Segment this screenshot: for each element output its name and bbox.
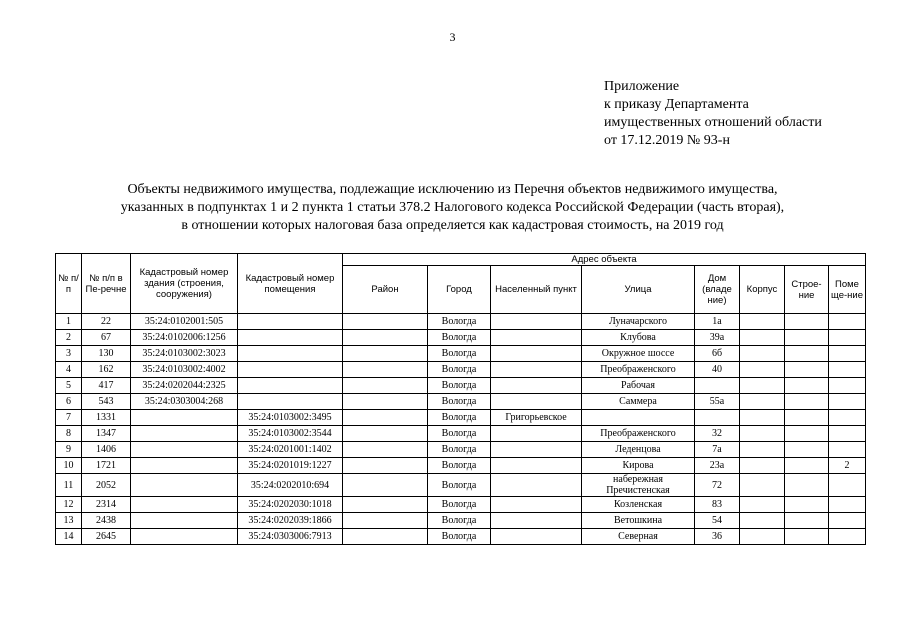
- cell-premises: [829, 410, 866, 426]
- cell-district: [343, 394, 428, 410]
- cell-cadastral-premises: 35:24:0303006:7913: [238, 529, 343, 545]
- appendix-line: Приложение: [604, 79, 680, 94]
- page-number: 3: [449, 30, 456, 44]
- cell-cadastral-building: [131, 529, 238, 545]
- cell-district: [343, 346, 428, 362]
- cell-korpus: [740, 346, 785, 362]
- cell-cadastral-premises: [238, 314, 343, 330]
- cell-premises: 2: [829, 458, 866, 474]
- cell-cadastral-premises: 35:24:0202010:694: [238, 474, 343, 497]
- cell-cadastral-building: 35:24:0103002:4002: [131, 362, 238, 378]
- cell-premises: [829, 426, 866, 442]
- appendix-block: [604, 78, 822, 150]
- cell-cadastral-premises: 35:24:0202030:1018: [238, 497, 343, 513]
- cell-row-number: 11: [56, 474, 82, 497]
- cell-row-number: 1: [56, 314, 82, 330]
- cell-premises: [829, 497, 866, 513]
- cell-korpus: [740, 410, 785, 426]
- table-row: [56, 442, 866, 458]
- cell-row-number: 6: [56, 394, 82, 410]
- cell-house: 6б: [695, 346, 740, 362]
- cell-list-number: 2438: [82, 513, 131, 529]
- header-address-group: Адрес объекта: [343, 254, 866, 266]
- cell-list-number: 1721: [82, 458, 131, 474]
- table-row: [56, 474, 866, 497]
- cell-building: [785, 330, 829, 346]
- cell-building: [785, 362, 829, 378]
- cell-street: Козленская: [582, 497, 695, 513]
- cell-house: 7а: [695, 442, 740, 458]
- cell-city: Вологда: [428, 458, 491, 474]
- cell-city: Вологда: [428, 362, 491, 378]
- cell-korpus: [740, 330, 785, 346]
- cell-korpus: [740, 362, 785, 378]
- table-row: [56, 394, 866, 410]
- header-building: Строе-ние: [785, 266, 829, 314]
- cell-building: [785, 442, 829, 458]
- cell-row-number: 4: [56, 362, 82, 378]
- header-list-num: № п/п в Пе-речне: [82, 254, 131, 314]
- cell-building: [785, 346, 829, 362]
- cell-building: [785, 378, 829, 394]
- cell-building: [785, 513, 829, 529]
- cell-locality: [491, 362, 582, 378]
- objects-table: [55, 253, 866, 545]
- cell-house: 55а: [695, 394, 740, 410]
- header-district: Район: [343, 266, 428, 314]
- cell-building: [785, 474, 829, 497]
- cell-street: Леденцова: [582, 442, 695, 458]
- cell-district: [343, 330, 428, 346]
- cell-house: 23а: [695, 458, 740, 474]
- table-row: [56, 513, 866, 529]
- cell-house: [695, 378, 740, 394]
- cell-house: 32: [695, 426, 740, 442]
- cell-locality: [491, 474, 582, 497]
- cell-house: 72: [695, 474, 740, 497]
- cell-cadastral-building: 35:24:0102006:1256: [131, 330, 238, 346]
- header-city: Город: [428, 266, 491, 314]
- cell-house: 36: [695, 529, 740, 545]
- cell-row-number: 3: [56, 346, 82, 362]
- header-num: № п/п: [56, 254, 82, 314]
- cell-row-number: 7: [56, 410, 82, 426]
- table-row: [56, 362, 866, 378]
- header-cadastral-premises: Кадастровый номер помещения: [238, 254, 343, 314]
- cell-city: Вологда: [428, 529, 491, 545]
- cell-district: [343, 314, 428, 330]
- table-row: [56, 314, 866, 330]
- cell-locality: [491, 529, 582, 545]
- cell-city: Вологда: [428, 394, 491, 410]
- cell-korpus: [740, 426, 785, 442]
- cell-list-number: 417: [82, 378, 131, 394]
- cell-locality: [491, 426, 582, 442]
- cell-cadastral-premises: [238, 330, 343, 346]
- cell-premises: [829, 346, 866, 362]
- header-cadastral-building: Кадастровый номер здания (строения, сооружения): [131, 254, 238, 314]
- cell-cadastral-building: [131, 458, 238, 474]
- title-line: в отношении которых налоговая база определяется как кадастровая стоимость, на 2019 год: [181, 218, 724, 233]
- cell-street: Ветошкина: [582, 513, 695, 529]
- cell-premises: [829, 330, 866, 346]
- cell-premises: [829, 513, 866, 529]
- cell-district: [343, 529, 428, 545]
- cell-house: [695, 410, 740, 426]
- cell-korpus: [740, 458, 785, 474]
- cell-korpus: [740, 394, 785, 410]
- cell-cadastral-premises: 35:24:0103002:3495: [238, 410, 343, 426]
- cell-locality: [491, 330, 582, 346]
- cell-row-number: 12: [56, 497, 82, 513]
- cell-list-number: 1406: [82, 442, 131, 458]
- cell-row-number: 13: [56, 513, 82, 529]
- cell-premises: [829, 474, 866, 497]
- cell-street: Окружное шоссе: [582, 346, 695, 362]
- cell-building: [785, 426, 829, 442]
- cell-locality: [491, 497, 582, 513]
- cell-city: Вологда: [428, 513, 491, 529]
- cell-cadastral-building: 35:24:0202044:2325: [131, 378, 238, 394]
- cell-premises: [829, 314, 866, 330]
- cell-street: Кирова: [582, 458, 695, 474]
- cell-list-number: 2052: [82, 474, 131, 497]
- table-row: [56, 330, 866, 346]
- cell-cadastral-premises: 35:24:0202039:1866: [238, 513, 343, 529]
- cell-city: Вологда: [428, 426, 491, 442]
- cell-korpus: [740, 474, 785, 497]
- cell-list-number: 22: [82, 314, 131, 330]
- table-row: [56, 497, 866, 513]
- cell-cadastral-premises: 35:24:0103002:3544: [238, 426, 343, 442]
- cell-district: [343, 362, 428, 378]
- cell-list-number: 543: [82, 394, 131, 410]
- table-body: [56, 314, 866, 545]
- cell-district: [343, 458, 428, 474]
- cell-cadastral-building: [131, 497, 238, 513]
- cell-house: 1а: [695, 314, 740, 330]
- cell-premises: [829, 362, 866, 378]
- cell-street: Преображенского: [582, 362, 695, 378]
- cell-city: Вологда: [428, 497, 491, 513]
- cell-cadastral-premises: [238, 378, 343, 394]
- cell-street: [582, 410, 695, 426]
- cell-house: 83: [695, 497, 740, 513]
- cell-cadastral-building: [131, 513, 238, 529]
- header-premises: Поме ще-ние: [829, 266, 866, 314]
- cell-korpus: [740, 497, 785, 513]
- cell-cadastral-building: [131, 442, 238, 458]
- cell-street: Рабочая: [582, 378, 695, 394]
- cell-row-number: 5: [56, 378, 82, 394]
- cell-korpus: [740, 529, 785, 545]
- cell-district: [343, 442, 428, 458]
- table-row: [56, 410, 866, 426]
- cell-row-number: 2: [56, 330, 82, 346]
- cell-city: Вологда: [428, 474, 491, 497]
- cell-row-number: 14: [56, 529, 82, 545]
- cell-house: 40: [695, 362, 740, 378]
- cell-street: набережная Пречистенская: [582, 474, 695, 497]
- cell-building: [785, 529, 829, 545]
- cell-cadastral-premises: [238, 346, 343, 362]
- cell-cadastral-premises: [238, 394, 343, 410]
- appendix-line: к приказу Департамента: [604, 97, 749, 112]
- cell-premises: [829, 394, 866, 410]
- cell-district: [343, 378, 428, 394]
- cell-locality: Григорьевское: [491, 410, 582, 426]
- cell-building: [785, 410, 829, 426]
- cell-district: [343, 426, 428, 442]
- header-street: Улица: [582, 266, 695, 314]
- table-row: [56, 378, 866, 394]
- cell-cadastral-building: [131, 474, 238, 497]
- cell-premises: [829, 442, 866, 458]
- cell-list-number: 67: [82, 330, 131, 346]
- cell-street: Клубова: [582, 330, 695, 346]
- cell-district: [343, 410, 428, 426]
- cell-district: [343, 497, 428, 513]
- cell-locality: [491, 394, 582, 410]
- cell-street: Саммера: [582, 394, 695, 410]
- cell-street: Преображенского: [582, 426, 695, 442]
- cell-city: Вологда: [428, 410, 491, 426]
- cell-locality: [491, 378, 582, 394]
- cell-list-number: 2314: [82, 497, 131, 513]
- cell-house: 39а: [695, 330, 740, 346]
- cell-list-number: 1331: [82, 410, 131, 426]
- table-row: [56, 458, 866, 474]
- cell-row-number: 9: [56, 442, 82, 458]
- cell-cadastral-premises: 35:24:0201001:1402: [238, 442, 343, 458]
- cell-city: Вологда: [428, 442, 491, 458]
- cell-house: 54: [695, 513, 740, 529]
- cell-korpus: [740, 513, 785, 529]
- cell-district: [343, 513, 428, 529]
- cell-locality: [491, 458, 582, 474]
- cell-street: Луначарского: [582, 314, 695, 330]
- cell-cadastral-building: [131, 410, 238, 426]
- cell-locality: [491, 346, 582, 362]
- table-row: [56, 529, 866, 545]
- cell-street: Северная: [582, 529, 695, 545]
- cell-city: Вологда: [428, 314, 491, 330]
- cell-locality: [491, 513, 582, 529]
- cell-cadastral-building: 35:24:0303004:268: [131, 394, 238, 410]
- document-title: [60, 181, 845, 235]
- cell-locality: [491, 442, 582, 458]
- cell-building: [785, 497, 829, 513]
- cell-city: Вологда: [428, 330, 491, 346]
- title-line: Объекты недвижимого имущества, подлежащие исключению из Перечня объектов недвижимого имущества,: [127, 182, 778, 197]
- table-row: [56, 346, 866, 362]
- appendix-line: имущественных отношений области: [604, 115, 822, 130]
- cell-list-number: 2645: [82, 529, 131, 545]
- cell-locality: [491, 314, 582, 330]
- cell-cadastral-building: [131, 426, 238, 442]
- cell-premises: [829, 529, 866, 545]
- cell-district: [343, 474, 428, 497]
- cell-korpus: [740, 442, 785, 458]
- title-line: указанных в подпунктах 1 и 2 пункта 1 статьи 378.2 Налогового кодекса Российской Федерации (часть вторая),: [120, 200, 785, 215]
- cell-building: [785, 394, 829, 410]
- cell-building: [785, 458, 829, 474]
- cell-row-number: 10: [56, 458, 82, 474]
- cell-premises: [829, 378, 866, 394]
- cell-cadastral-premises: 35:24:0201019:1227: [238, 458, 343, 474]
- cell-building: [785, 314, 829, 330]
- cell-list-number: 162: [82, 362, 131, 378]
- header-locality: Населенный пункт: [491, 266, 582, 314]
- cell-cadastral-building: 35:24:0103002:3023: [131, 346, 238, 362]
- cell-list-number: 1347: [82, 426, 131, 442]
- cell-city: Вологда: [428, 378, 491, 394]
- appendix-line: от 17.12.2019 № 93-н: [604, 133, 730, 148]
- cell-cadastral-building: 35:24:0102001:505: [131, 314, 238, 330]
- cell-city: Вологда: [428, 346, 491, 362]
- cell-cadastral-premises: [238, 362, 343, 378]
- cell-row-number: 8: [56, 426, 82, 442]
- cell-list-number: 130: [82, 346, 131, 362]
- header-korpus: Корпус: [740, 266, 785, 314]
- table-row: [56, 426, 866, 442]
- cell-korpus: [740, 378, 785, 394]
- header-house: Дом (владе ние): [695, 266, 740, 314]
- cell-korpus: [740, 314, 785, 330]
